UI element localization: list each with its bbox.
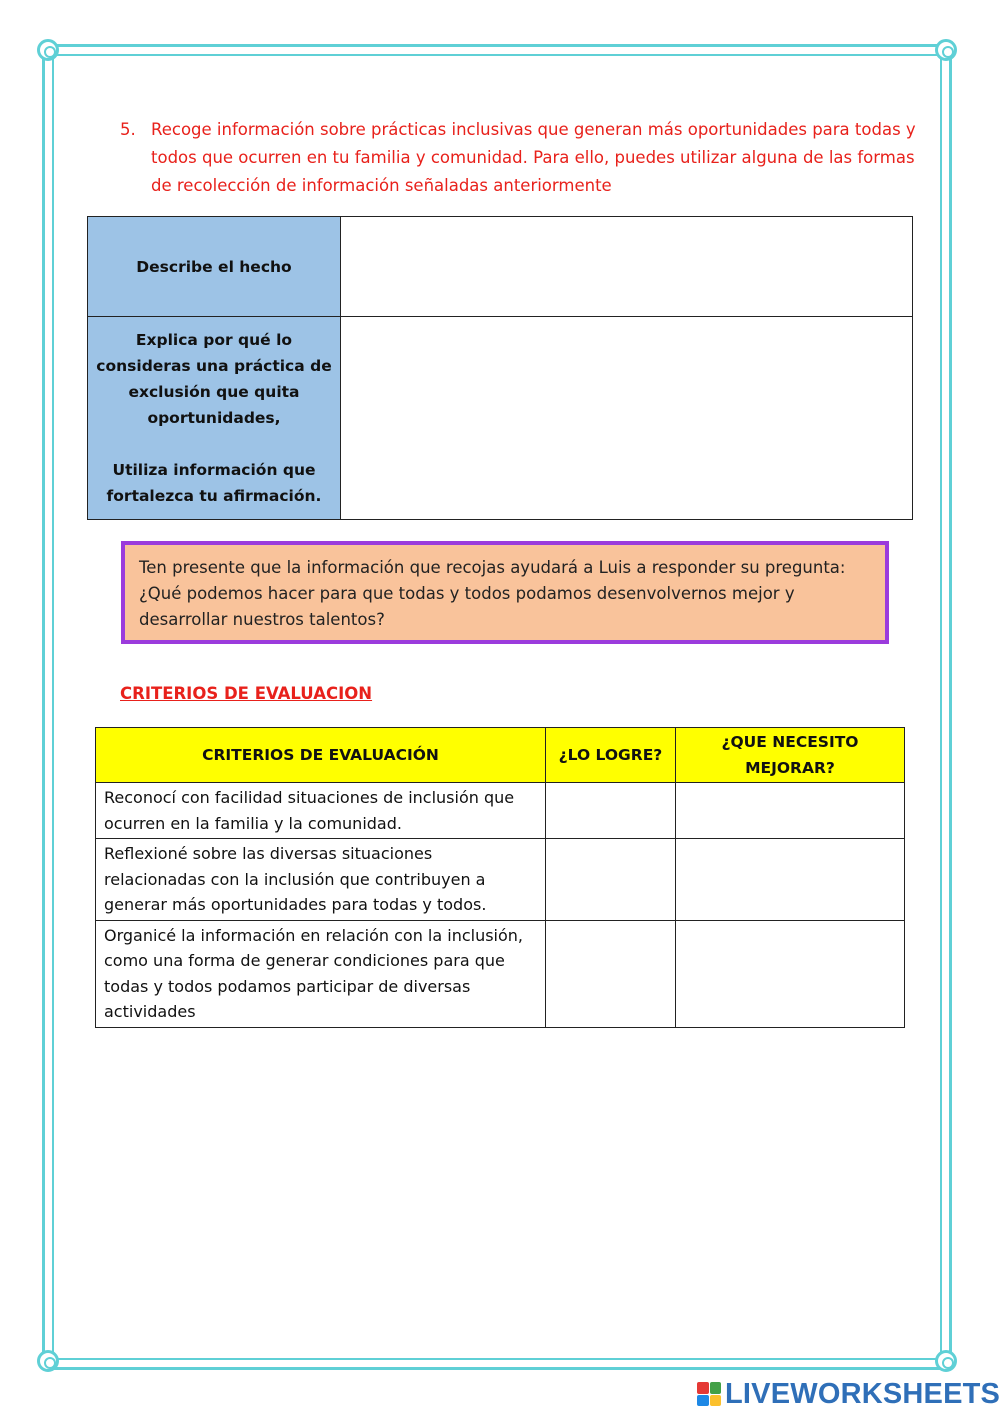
criteria-column-header: CRITERIOS DE EVALUACIÓN: [96, 728, 546, 783]
liveworksheets-logo-icon: [697, 1382, 721, 1406]
liveworksheets-brand: [697, 1378, 1000, 1410]
achieved-field[interactable]: [546, 783, 676, 839]
table-header-row: [96, 728, 905, 783]
improve-column-header: ¿QUE NECESITO MEJORAR?: [676, 728, 905, 783]
border-corner-ornament: [37, 1350, 59, 1372]
improve-field[interactable]: [676, 839, 905, 921]
evaluation-table: [95, 727, 905, 1028]
brand-name: LIVEWORKSHEETS: [725, 1377, 1000, 1410]
note-box: [121, 541, 889, 644]
note-text: Ten presente que la información que recojas ayudará a Luis a responder su pregunta: ¿Qué podemos hacer para que todas y todos podamos desenvolvernos mejor y desarrollar nuestros talentos?: [139, 558, 846, 629]
improve-field[interactable]: [676, 920, 905, 1027]
table-row: [88, 317, 913, 520]
table-row: [96, 783, 905, 839]
explain-answer-field[interactable]: [341, 317, 913, 520]
fact-table: [87, 216, 913, 520]
criterion-text: Reconocí con facilidad situaciones de inclusión que ocurren en la familia y la comunidad.: [96, 783, 546, 839]
improve-field[interactable]: [676, 783, 905, 839]
table-row: [96, 920, 905, 1027]
criteria-heading: CRITERIOS DE EVALUACION: [120, 684, 373, 703]
instruction-text: Recoge información sobre prácticas inclusivas que generan más oportunidades para todas y todos que ocurren en tu familia y comunidad. Para ello, puedes utilizar alguna de las formas de recolección de información señaladas anteriormente: [151, 120, 916, 195]
achieved-column-header: ¿LO LOGRE?: [546, 728, 676, 783]
instruction-number: 5.: [120, 120, 136, 139]
explain-label: Explica por qué lo consideras una práctica de exclusión que quita oportunidades,: [96, 331, 332, 427]
achieved-field[interactable]: [546, 839, 676, 921]
criterion-text: Organicé la información en relación con la inclusión, como una forma de generar condiciones para que todas y todos podamos participar de diversas actividades: [96, 920, 546, 1027]
achieved-field[interactable]: [546, 920, 676, 1027]
support-label: Utiliza información que fortalezca tu afirmación.: [106, 461, 322, 505]
instruction-item: [120, 116, 930, 200]
describe-answer-field[interactable]: [341, 217, 913, 317]
table-row: [88, 217, 913, 317]
border-corner-ornament: [935, 39, 957, 61]
explain-label-cell: [88, 317, 341, 520]
describe-label-cell: [88, 217, 341, 317]
criterion-text: Reflexioné sobre las diversas situaciones relacionadas con la inclusión que contribuyen a generar más oportunidades para todas y todos.: [96, 839, 546, 921]
border-corner-ornament: [935, 1350, 957, 1372]
table-row: [96, 839, 905, 921]
describe-label: Describe el hecho: [136, 257, 292, 276]
border-corner-ornament: [37, 39, 59, 61]
